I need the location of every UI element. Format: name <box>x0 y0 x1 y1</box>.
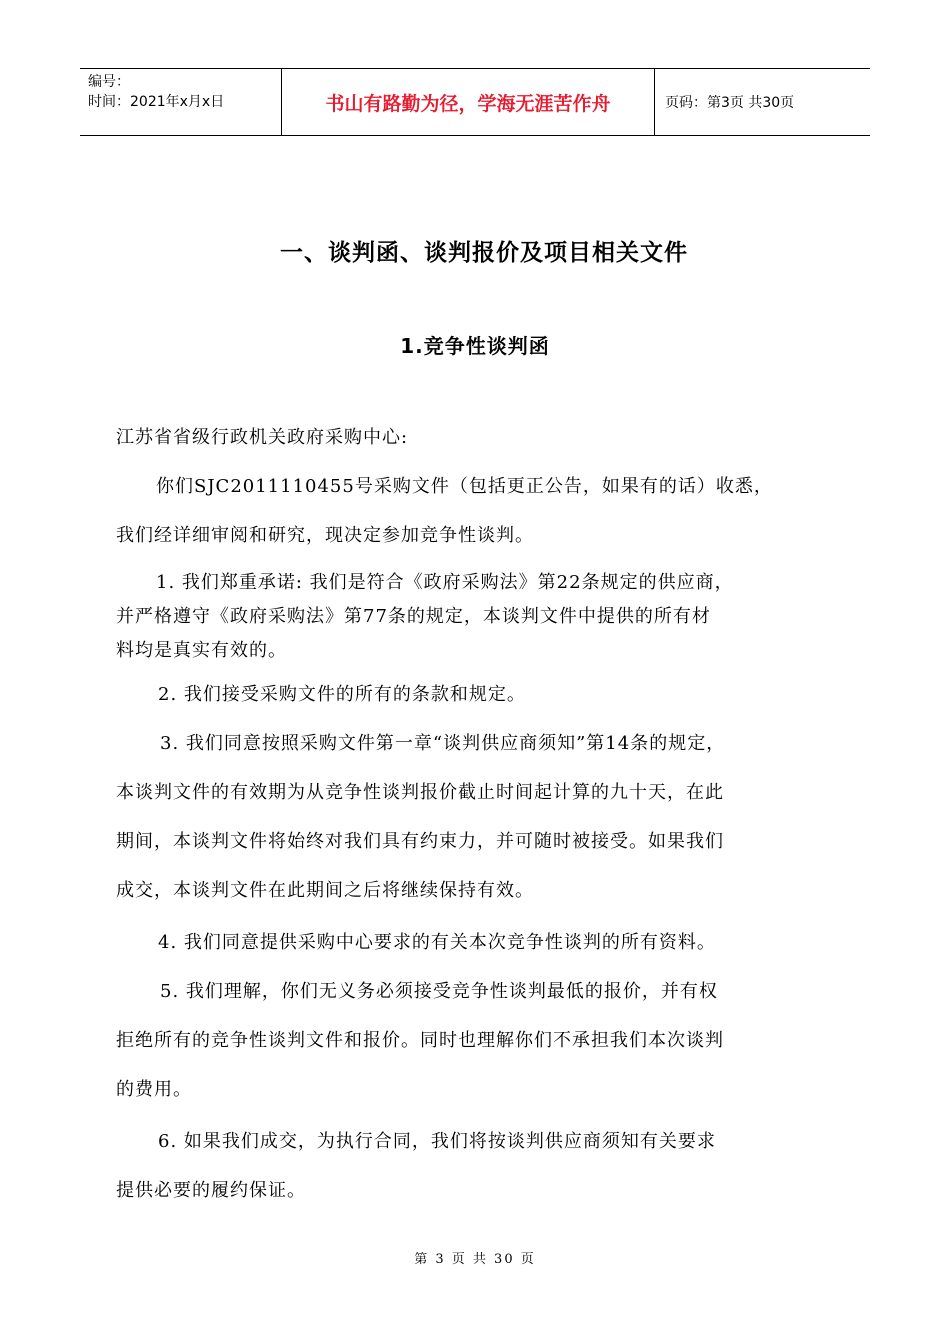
page-title: 一、谈判函、谈判报价及项目相关文件 <box>280 240 688 266</box>
body-line: 你们SJC2011110455号采购文件（包括更正公告，如果有的话）收悉， <box>156 476 773 497</box>
header-table <box>80 68 870 136</box>
body-line: 本谈判文件的有效期为从竞争性谈判报价截止时间起计算的九十天，在此 <box>116 782 724 803</box>
body-line: 成交，本谈判文件在此期间之后将继续保持有效。 <box>116 880 534 901</box>
body-line: 3. 我们同意按照采购文件第一章“谈判供应商须知”第14条的规定， <box>160 733 726 754</box>
body-line: 料均是真实有效的。 <box>116 640 287 661</box>
body-line: 江苏省省级行政机关政府采购中心: <box>116 427 409 448</box>
body-line: 4. 我们同意提供采购中心要求的有关本次竞争性谈判的所有资料。 <box>158 932 716 953</box>
body-line: 拒绝所有的竞争性谈判文件和报价。同时也理解你们不承担我们本次谈判 <box>116 1030 724 1051</box>
header-motto: 书山有路勤为径，学海无涯苦作舟 <box>281 69 655 135</box>
body-line: 提供必要的履约保证。 <box>116 1180 306 1201</box>
body-line: 1. 我们郑重承诺: 我们是符合《政府采购法》第22条规定的供应商， <box>156 572 734 593</box>
body-line: 6. 如果我们成交，为执行合同，我们将按谈判供应商须知有关要求 <box>158 1131 716 1152</box>
document-date-label: 时间：2021年x月x日 <box>88 94 225 110</box>
body-line: 5. 我们理解，你们无义务必须接受竞争性谈判最低的报价，并有权 <box>160 981 718 1002</box>
document-number-label: 编号： <box>88 74 130 90</box>
section-subtitle: 1.竞争性谈判函 <box>400 334 550 358</box>
body-line: 我们经详细审阅和研究，现决定参加竞争性谈判。 <box>116 525 534 546</box>
page-footer: 第 3 页 共 30 页 <box>414 1252 536 1267</box>
header-page-info: 页码：第3页 共30页 <box>665 95 795 111</box>
body-line: 期间，本谈判文件将始终对我们具有约束力，并可随时被接受。如果我们 <box>116 831 724 852</box>
body-line: 的费用。 <box>116 1079 192 1100</box>
body-line: 并严格遵守《政府采购法》第77条的规定，本谈判文件中提供的所有材 <box>116 606 711 627</box>
header-left-cell <box>80 69 281 135</box>
body-line: 2. 我们接受采购文件的所有的条款和规定。 <box>158 684 526 705</box>
